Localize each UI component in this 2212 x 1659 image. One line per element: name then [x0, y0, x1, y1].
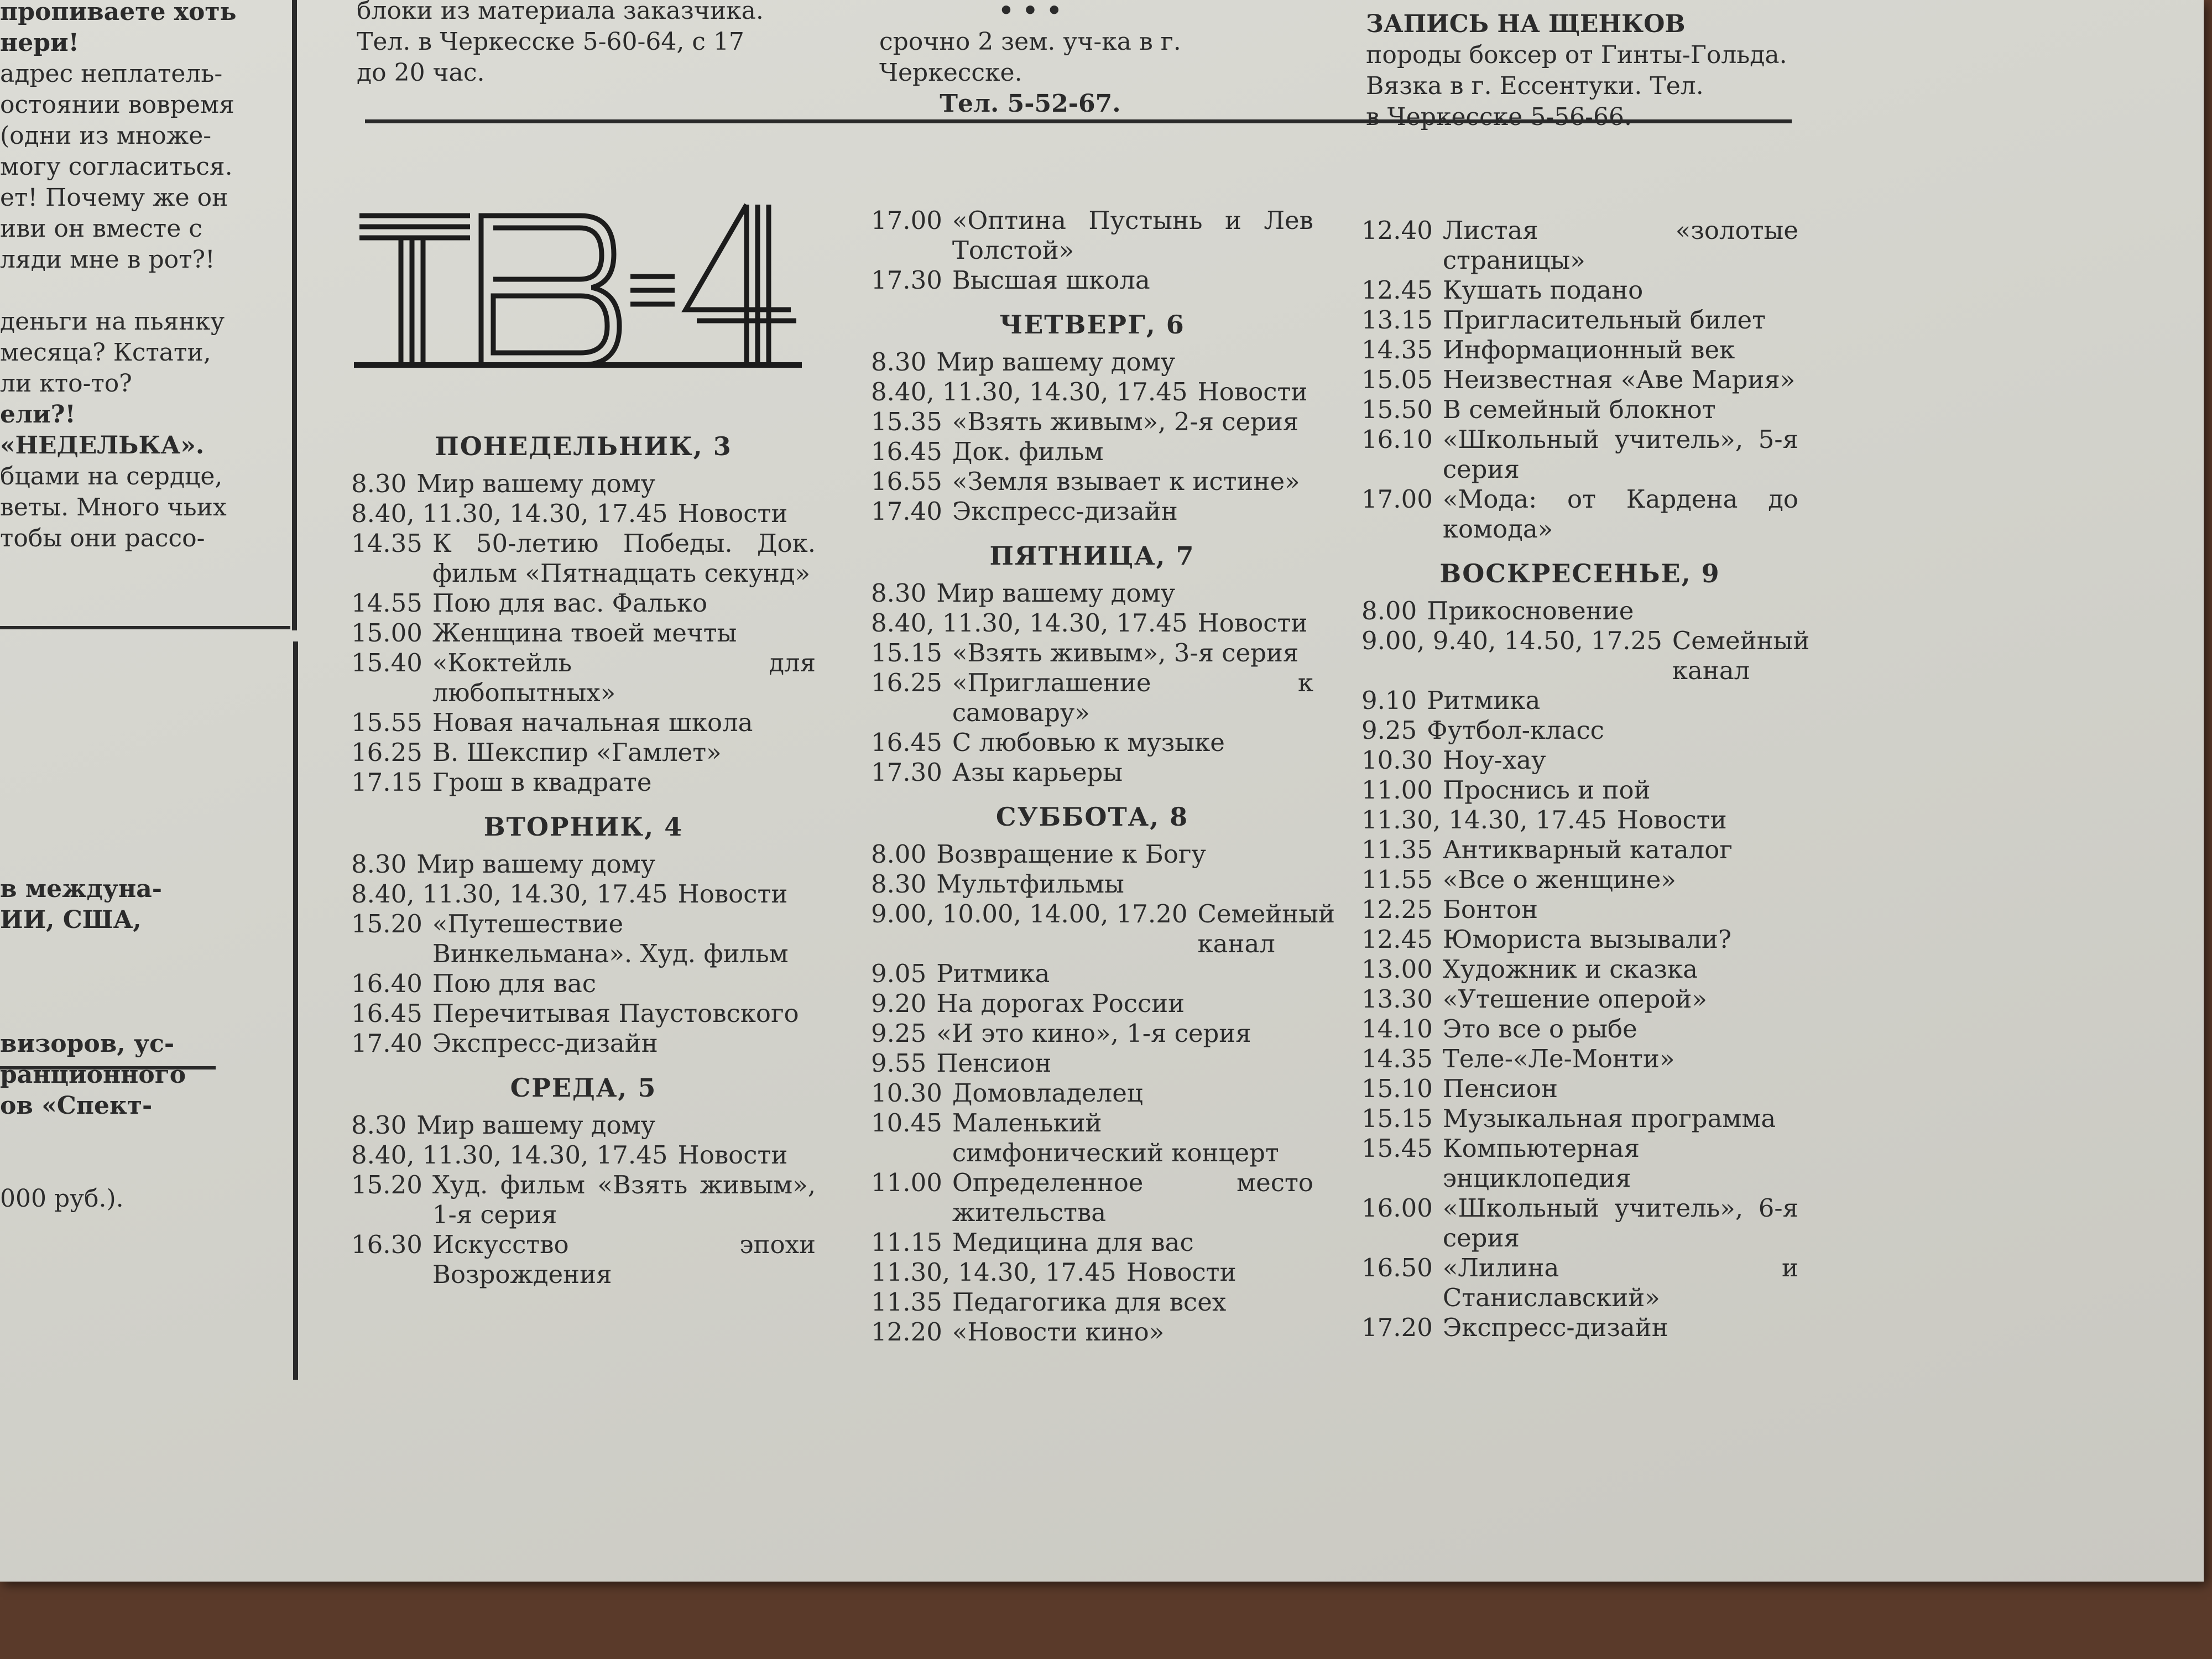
day-heading: ВТОРНИК, 4: [483, 812, 684, 842]
program-title: Информационный век: [1442, 335, 1735, 364]
program-time: 9.00, 9.40, 14.50, 17.25: [1361, 626, 1662, 655]
program-entry: [351, 1140, 816, 1170]
program-title: В семейный блокнот: [1442, 395, 1716, 424]
program-entry: [871, 1317, 1313, 1347]
program-entry: [871, 899, 1335, 959]
program-title: Новости: [1197, 377, 1308, 406]
program-time: 8.40, 11.30, 14.30, 17.45: [351, 879, 668, 909]
fragment-line: ранционного: [0, 1061, 186, 1089]
program-time: 17.40: [351, 1029, 422, 1058]
fragment-line: ли кто-то?: [0, 369, 132, 398]
program-time: 16.45: [871, 728, 942, 757]
program-entry: [871, 377, 1313, 407]
program-entry: [1361, 425, 1798, 484]
program-entry: [1361, 925, 1798, 954]
program-title: Пенсион: [936, 1048, 1052, 1078]
program-title: Новости: [677, 499, 788, 528]
program-title: Определенное место жительства: [952, 1168, 1313, 1227]
program-entry: [1361, 1134, 1798, 1193]
fragment-line: [0, 1152, 232, 1183]
program-entry: [1361, 1313, 1798, 1343]
program-entry: [871, 1258, 1313, 1287]
program-entry: [871, 437, 1313, 467]
program-title: «Утешение оперой»: [1442, 984, 1707, 1014]
program-title: «Коктейль для любопытных»: [432, 648, 816, 707]
program-time: 13.30: [1361, 984, 1433, 1014]
program-title: «Земля взывает к истине»: [952, 467, 1300, 496]
program-title: Семейный канал: [1672, 626, 1810, 685]
program-time: 16.45: [351, 999, 422, 1028]
program-title: Теле-«Ле-Монти»: [1442, 1044, 1675, 1073]
program-title: Компьютерная энциклопедия: [1442, 1134, 1640, 1193]
fragment-line: [0, 275, 276, 306]
program-title: Ритмика: [936, 959, 1050, 988]
day-heading: ЧЕТВЕРГ, 6: [999, 310, 1185, 340]
ad-line: до 20 час.: [357, 59, 485, 87]
program-title: Мультфильмы: [936, 869, 1124, 899]
program-entry: [351, 1230, 816, 1290]
program-time: 11.30, 14.30, 17.45: [871, 1258, 1117, 1287]
program-time: 16.30: [351, 1230, 422, 1259]
program-title: Мир вашему дому: [416, 849, 656, 879]
program-time: 16.40: [351, 969, 422, 998]
program-title: «Взять живым», 3-я серия: [952, 638, 1299, 667]
program-time: 9.55: [871, 1048, 927, 1078]
program-entry: [871, 1228, 1313, 1258]
classified-ad-2: [879, 0, 1181, 119]
program-time: 15.10: [1361, 1074, 1433, 1103]
program-entry: [871, 668, 1313, 728]
ad-line: в Черкесске 5-56-66.: [1366, 103, 1632, 131]
program-title: Проснись и пой: [1442, 775, 1651, 805]
program-entry: [871, 467, 1313, 497]
program-time: 8.30: [871, 869, 927, 899]
program-entry: [1361, 865, 1798, 895]
program-time: 15.50: [1361, 395, 1433, 424]
program-title: «Оптина Пустынь и Лев Толстой»: [952, 206, 1313, 265]
ad-line: блоки из материала заказчика.: [357, 0, 764, 25]
program-time: 8.40, 11.30, 14.30, 17.45: [351, 499, 668, 528]
vertical-rule-bottom: [293, 641, 298, 1380]
program-title: Мир вашему дому: [416, 469, 656, 498]
program-title: С любовью к музыке: [952, 728, 1225, 757]
ad-line: • • •: [998, 0, 1062, 25]
program-entry: [1361, 216, 1798, 275]
program-time: 12.25: [1361, 895, 1433, 924]
program-entry: [871, 758, 1313, 787]
ad-line: Тел. в Черкесске 5-60-64, с 17: [357, 28, 744, 56]
program-time: 8.40, 11.30, 14.30, 17.45: [351, 1140, 668, 1170]
fragment-line: [0, 936, 232, 967]
program-entry: [351, 1029, 816, 1058]
fragment-line: [0, 998, 232, 1029]
program-title: Мир вашему дому: [936, 578, 1176, 608]
ad-line: ЗАПИСЬ НА ЩЕНКОВ: [1366, 10, 1686, 38]
ad-line: Черкесске.: [879, 59, 1022, 87]
program-entry: [1361, 484, 1798, 544]
program-title: Новости: [677, 1140, 788, 1170]
program-title: Новости: [1616, 805, 1727, 834]
program-entry: [871, 347, 1313, 377]
program-entry: [871, 206, 1313, 265]
program-time: 16.00: [1361, 1193, 1433, 1223]
day-heading: СРЕДА, 5: [510, 1073, 657, 1103]
ad-line: Тел. 5-52-67.: [940, 90, 1121, 118]
fragment-line: [0, 967, 232, 998]
program-entry: [871, 638, 1313, 668]
program-time: 13.00: [1361, 954, 1433, 984]
program-time: 14.10: [1361, 1014, 1433, 1044]
program-title: Экспресс-дизайн: [432, 1029, 658, 1058]
program-entry: [1361, 1253, 1798, 1313]
program-entry: [871, 497, 1313, 526]
schedule-column-1: [351, 431, 816, 1290]
program-entry: [871, 989, 1313, 1019]
program-time: 16.25: [871, 668, 942, 697]
program-entry: [1361, 305, 1798, 335]
program-title: Юмориста вызывали?: [1442, 925, 1732, 954]
program-title: Пою для вас: [432, 969, 596, 998]
program-time: 11.35: [871, 1287, 942, 1317]
program-entry: [351, 499, 816, 529]
program-time: 17.15: [351, 768, 422, 797]
program-title: Новости: [677, 879, 788, 909]
program-entry: [871, 1078, 1313, 1108]
program-time: 9.25: [871, 1019, 927, 1048]
program-title: Футбол-класс: [1427, 716, 1604, 745]
program-title: К 50-летию Победы. Док. фильм «Пятнадцать секунд»: [432, 529, 816, 588]
program-title: «Мода: от Кардена до комода»: [1442, 484, 1798, 544]
program-title: Грош в квадрате: [432, 768, 652, 797]
program-entry: [351, 708, 816, 738]
program-title: Педагогика для всех: [952, 1287, 1227, 1317]
program-title: На дорогах России: [936, 989, 1185, 1018]
program-title: «И это кино», 1-я серия: [936, 1019, 1251, 1048]
program-title: Маленький симфонический концерт: [952, 1108, 1279, 1167]
program-title: Перечитывая Паустовского: [432, 999, 799, 1028]
program-time: 8.30: [351, 1110, 407, 1140]
program-time: 10.30: [871, 1078, 942, 1108]
program-entry: [351, 969, 816, 999]
program-entry: [1361, 1104, 1798, 1134]
tv4-logo: [348, 182, 807, 387]
program-entry: [1361, 686, 1798, 716]
classified-ad-3: [1366, 9, 1808, 133]
program-entry: [871, 1168, 1313, 1228]
program-entry: [871, 608, 1313, 638]
program-title: Новости: [1126, 1258, 1237, 1287]
tv4-logo-graphic: [348, 182, 807, 387]
day-heading: ПОНЕДЕЛЬНИК, 3: [435, 431, 732, 461]
fragment-line: визоров, ус-: [0, 1030, 175, 1058]
program-title: Возвращение к Богу: [936, 839, 1206, 869]
program-title: Экспресс-дизайн: [952, 497, 1178, 526]
program-entry: [1361, 1193, 1798, 1253]
program-time: 8.40, 11.30, 14.30, 17.45: [871, 377, 1188, 406]
fragment-line: ИИ, США,: [0, 906, 142, 934]
program-entry: [871, 959, 1313, 989]
program-time: 15.15: [871, 638, 942, 667]
program-time: 16.50: [1361, 1253, 1433, 1282]
program-entry: [351, 879, 816, 909]
program-time: 16.45: [871, 437, 942, 466]
fragment-line: деньги на пьянку: [0, 307, 225, 336]
fragment-line: остоянии вовремя: [0, 91, 234, 119]
program-title: Пенсион: [1442, 1074, 1558, 1103]
fragment-line: ет! Почему же он: [0, 184, 228, 212]
program-entry: [351, 648, 816, 708]
program-time: 13.15: [1361, 305, 1433, 335]
fragment-line: могу согласиться.: [0, 153, 233, 181]
program-time: 15.05: [1361, 365, 1433, 394]
program-title: «Взять живым», 2-я серия: [952, 407, 1299, 436]
program-title: Медицина для вас: [952, 1228, 1194, 1257]
program-time: 15.40: [351, 648, 422, 677]
program-entry: [1361, 835, 1798, 865]
program-time: 8.00: [1361, 596, 1417, 625]
day-heading: ПЯТНИЦА, 7: [989, 541, 1195, 571]
program-time: 16.10: [1361, 425, 1433, 454]
program-time: 9.25: [1361, 716, 1417, 745]
program-title: В. Шекспир «Гамлет»: [432, 738, 722, 767]
program-title: Антикварный каталог: [1442, 835, 1733, 864]
program-time: 15.55: [351, 708, 422, 737]
program-time: 8.30: [351, 849, 407, 879]
fragment-line: (одни из множе-: [0, 122, 212, 150]
program-title: Экспресс-дизайн: [1442, 1313, 1668, 1342]
program-title: Кушать подано: [1442, 275, 1644, 305]
program-time: 11.35: [1361, 835, 1433, 864]
program-time: 9.20: [871, 989, 927, 1018]
program-time: 15.35: [871, 407, 942, 436]
left-lower-article-fragment: [0, 874, 232, 1214]
fragment-line: ели?!: [0, 400, 76, 429]
program-time: 9.10: [1361, 686, 1417, 715]
program-title: «Путешествие Винкельмана». Худ. фильм: [432, 909, 789, 968]
program-entry: [351, 999, 816, 1029]
program-title: Художник и сказка: [1442, 954, 1698, 984]
fragment-line: иви он вместе с: [0, 215, 202, 243]
program-time: 11.00: [871, 1168, 942, 1197]
fragment-line: 000 руб.).: [0, 1185, 124, 1213]
program-time: 14.55: [351, 588, 422, 618]
program-entry: [1361, 1074, 1798, 1104]
program-time: 17.30: [871, 758, 942, 787]
program-entry: [351, 618, 816, 648]
program-entry: [1361, 745, 1798, 775]
program-entry: [871, 407, 1313, 437]
program-time: 17.40: [871, 497, 942, 526]
program-time: 8.30: [871, 347, 927, 377]
program-title: Искусство эпохи Возрождения: [432, 1230, 816, 1289]
program-entry: [1361, 626, 1810, 686]
program-title: Док. фильм: [952, 437, 1104, 466]
program-entry: [1361, 1044, 1798, 1074]
program-title: Листая «золотые страницы»: [1442, 216, 1798, 275]
horizontal-rule-left-1: [0, 626, 290, 629]
program-entry: [871, 1048, 1313, 1078]
program-title: Новая начальная школа: [432, 708, 753, 737]
program-entry: [1361, 805, 1798, 835]
classified-ad-1: [357, 0, 764, 88]
program-time: 15.20: [351, 1170, 422, 1199]
program-time: 8.30: [351, 469, 407, 498]
program-entry: [1361, 716, 1798, 745]
program-time: 17.30: [871, 265, 942, 295]
program-time: 10.45: [871, 1108, 942, 1138]
program-title: Это все о рыбе: [1442, 1014, 1637, 1044]
program-time: 16.25: [351, 738, 422, 767]
program-title: «Лилина и Станиславский»: [1442, 1253, 1798, 1312]
program-entry: [871, 1108, 1313, 1168]
fragment-line: тобы они рассо-: [0, 524, 205, 552]
program-title: «Все о женщине»: [1442, 865, 1676, 894]
program-time: 9.00, 10.00, 14.00, 17.20: [871, 899, 1188, 928]
fragment-line: [0, 1121, 232, 1152]
program-entry: [351, 909, 816, 969]
program-time: 12.45: [1361, 925, 1433, 954]
program-entry: [871, 1019, 1313, 1048]
ad-line: срочно 2 зем. уч-ка в г.: [879, 28, 1181, 56]
program-entry: [1361, 775, 1798, 805]
program-entry: [871, 1287, 1313, 1317]
fragment-line: в междуна-: [0, 875, 163, 903]
program-title: Домовладелец: [952, 1078, 1143, 1108]
program-entry: [1361, 275, 1798, 305]
fragment-line: месяца? Кстати,: [0, 338, 211, 367]
program-time: 15.00: [351, 618, 422, 648]
program-time: 8.40, 11.30, 14.30, 17.45: [871, 608, 1188, 638]
program-time: 17.00: [1361, 484, 1433, 514]
ad-line: породы боксер от Гинты-Гольда. Вязка в г. Ессентуки. Тел.: [1366, 41, 1787, 100]
program-title: Прикосновение: [1427, 596, 1634, 625]
program-time: 17.20: [1361, 1313, 1433, 1342]
fragment-line: нери!: [0, 29, 79, 57]
program-title: Семейный канал: [1197, 899, 1335, 958]
program-time: 8.00: [871, 839, 927, 869]
day-heading: СУББОТА, 8: [995, 802, 1189, 832]
fragment-line: пропиваете хоть: [0, 0, 237, 26]
program-title: Новости: [1197, 608, 1308, 638]
fragment-line: бцами на сердце,: [0, 462, 223, 491]
program-entry: [351, 1170, 816, 1230]
program-time: 14.35: [1361, 335, 1433, 364]
program-entry: [351, 529, 816, 588]
program-time: 15.45: [1361, 1134, 1433, 1163]
program-entry: [351, 738, 816, 768]
program-time: 9.05: [871, 959, 927, 988]
program-title: Мир вашему дому: [416, 1110, 656, 1140]
day-heading: ВОСКРЕСЕНЬЕ, 9: [1439, 559, 1720, 588]
schedule-column-3: [1361, 216, 1810, 1343]
program-title: Мир вашему дому: [936, 347, 1176, 377]
program-title: «Школьный учитель», 5-я серия: [1442, 425, 1798, 484]
program-time: 11.55: [1361, 865, 1433, 894]
fragment-line: ляди мне в рот?!: [0, 246, 215, 274]
program-entry: [871, 265, 1313, 295]
program-entry: [351, 588, 816, 618]
fragment-line: адрес неплатель-: [0, 60, 223, 88]
program-title: Худ. фильм «Взять живым», 1-я серия: [432, 1170, 816, 1229]
program-time: 15.20: [351, 909, 422, 938]
fragment-line: ов «Спект-: [0, 1092, 153, 1120]
fragment-line: веты. Много чьих: [0, 493, 227, 521]
program-entry: [1361, 335, 1798, 365]
program-entry: [351, 768, 816, 797]
program-title: «Новости кино»: [952, 1317, 1165, 1347]
program-time: 8.30: [871, 578, 927, 608]
program-time: 11.30, 14.30, 17.45: [1361, 805, 1607, 834]
program-entry: [1361, 596, 1798, 626]
program-title: «Школьный учитель», 6-я серия: [1442, 1193, 1798, 1253]
program-time: 10.30: [1361, 745, 1433, 775]
program-entry: [871, 578, 1313, 608]
program-entry: [871, 839, 1313, 869]
program-title: «Приглашение к самовару»: [952, 668, 1313, 727]
program-title: Пригласительный билет: [1442, 305, 1766, 335]
program-time: 17.00: [871, 206, 942, 235]
vertical-rule-top: [292, 0, 297, 630]
program-title: Ритмика: [1427, 686, 1541, 715]
program-title: Бонтон: [1442, 895, 1538, 924]
program-time: 14.35: [351, 529, 422, 558]
program-title: Женщина твоей мечты: [432, 618, 737, 648]
program-time: 15.15: [1361, 1104, 1433, 1133]
program-entry: [351, 849, 816, 879]
program-entry: [1361, 984, 1798, 1014]
left-article-fragment: [0, 0, 276, 554]
program-title: Ноу-хау: [1442, 745, 1546, 775]
program-time: 12.40: [1361, 216, 1433, 245]
program-title: Азы карьеры: [952, 758, 1123, 787]
program-entry: [1361, 365, 1798, 395]
program-time: 11.00: [1361, 775, 1433, 805]
program-entry: [1361, 954, 1798, 984]
program-title: Пою для вас. Фалько: [432, 588, 708, 618]
program-entry: [1361, 395, 1798, 425]
program-entry: [871, 728, 1313, 758]
program-entry: [871, 869, 1313, 899]
program-entry: [351, 1110, 816, 1140]
program-time: 14.35: [1361, 1044, 1433, 1073]
schedule-column-2: [871, 206, 1335, 1347]
program-entry: [1361, 1014, 1798, 1044]
program-entry: [1361, 895, 1798, 925]
program-title: Неизвестная «Аве Мария»: [1442, 365, 1796, 394]
program-time: 16.55: [871, 467, 942, 496]
program-title: Высшая школа: [952, 265, 1150, 295]
program-time: 12.45: [1361, 275, 1433, 305]
fragment-line: «НЕДЕЛЬКА».: [0, 431, 205, 460]
program-title: Музыкальная программа: [1442, 1104, 1776, 1133]
program-time: 11.15: [871, 1228, 942, 1257]
program-entry: [351, 469, 816, 499]
program-time: 12.20: [871, 1317, 942, 1347]
